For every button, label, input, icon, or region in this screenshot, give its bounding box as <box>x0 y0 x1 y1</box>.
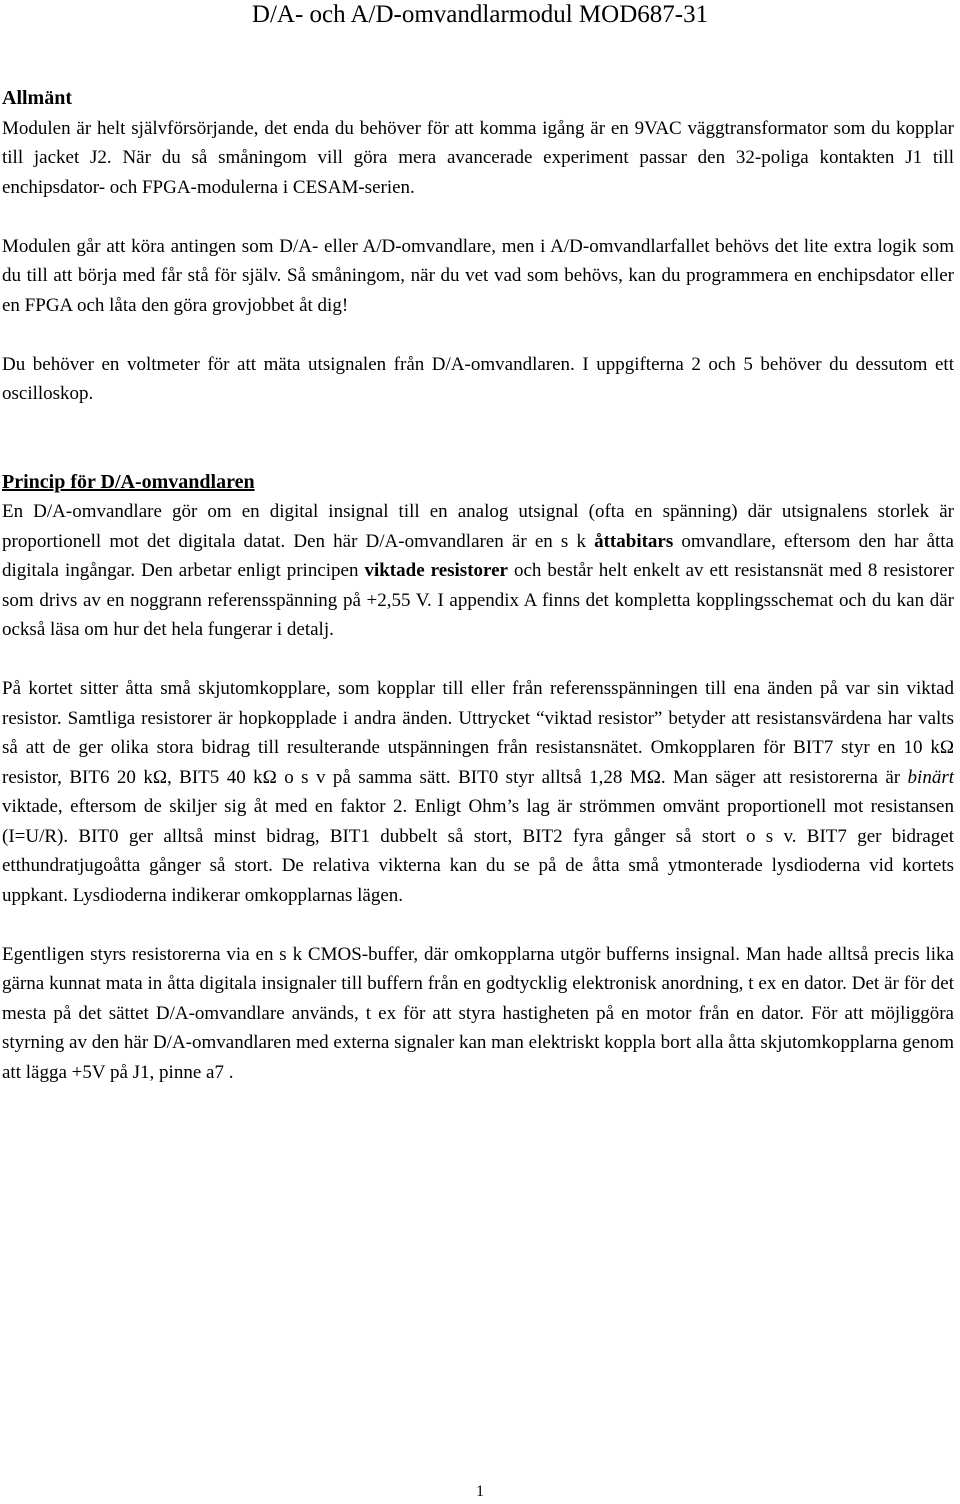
paragraph-switches <box>2 674 954 910</box>
document-body <box>2 84 954 1087</box>
spacer <box>2 409 954 468</box>
text-run: och består helt enkelt av ett resistansnät med 8 resistorer som drivs av en noggrann referensspänning på +2,55 V. I appendix A finns det kompletta kopplingsschemat och du kan där också läsa om hur det hela fungerar i detalj. <box>2 560 954 640</box>
spacer <box>2 645 954 675</box>
bold-term-viktade-resistorer: viktade resistorer <box>364 560 508 581</box>
paragraph-equipment: Du behöver en voltmeter för att mäta utsignalen från D/A-omvandlaren. I uppgifterna 2 och 5 behöver du dessutom ett oscilloskop. <box>2 353 954 404</box>
spacer <box>2 320 954 350</box>
paragraph-modes: Modulen går att köra antingen som D/A- eller A/D-omvandlare, men i A/D-omvandlarfallet behövs det lite extra logik som du till att börja med får stå för själv. Så småningom, när du vet vad som behövs, kan du programmera en enchipsdator eller en FPGA och låta den göra grovjobbet åt dig! <box>2 235 954 316</box>
text-run: På kortet sitter åtta små skjutomkopplare, som kopplar till eller från referensspänningen till ena änden på var sin viktad resistor. Samtliga resistorer är hopkopplade i andra änden. Uttrycket “viktad resistor” betyder att resistansvärdena har valts så att de ger olika stora bidrag till resulterande utspänningen från resistansnätet. Omkopplaren för BIT7 styr en 10 kΩ resistor, BIT6 20 kΩ, BIT5 40 kΩ o s v på samma sätt. BIT0 styr alltså 1,28 MΩ. Man säger att resistorerna är <box>2 678 954 788</box>
italic-term-binart: binärt <box>907 766 954 788</box>
paragraph-intro: Modulen är helt självförsörjande, det enda du behöver för att komma igång är en 9VAC väggtransformator som du kopplar till jacket J2. När du så småningom vill göra mera avancerade experiment passar den 32-poliga kontakten J1 till enchipsdator- och FPGA-modulerna i CESAM-serien. <box>2 117 954 198</box>
text-run: En D/A-omvandlare gör om en digital insignal till en analog utsignal (ofta en spänning) där utsignalens storlek är proportionell mot det digitala datat. Den här D/A-omvandlaren är en s k <box>2 501 954 552</box>
bold-term-attabitars: åttabitars <box>594 530 674 552</box>
section-heading-allmant: Allmänt <box>2 87 72 109</box>
section-heading-princip: Princip för D/A-omvandlaren <box>2 470 255 493</box>
text-run: viktade, eftersom de skiljer sig åt med en faktor 2. Enligt Ohm’s lag är strömmen omvänt proportionell mot resistansen (I=U/R). BIT0 ger alltså minst bidrag, BIT1 dubbelt så stort, BIT2 fyra gånger så stort o s v. BIT7 ger bidraget etthundratjugoåtta gånger så stort. De relativa vikterna kan du se på de åtta små ytmonterade lysdioderna vid kortets uppkant. Lysdioderna indikerar omkopplarnas lägen. <box>2 796 954 906</box>
text-run: omvandlare, eftersom den har åtta digitala ingångar. Den arbetar enligt principen <box>2 530 954 581</box>
paragraph-cmos-buffer: Egentligen styrs resistorerna via en s k CMOS-buffer, där omkopplarna utgör bufferns insignal. Man hade alltså precis lika gärna kunnat mata in åtta digitala insignaler till buffern från en godtycklig elektronisk anordning, t ex en dator. Det är för det mesta på det sättet D/A-omvandlare används, t ex för att styra hastigheten på en motor från en dator. För att möjliggöra styrning av den här D/A-omvandlaren med externa signaler kan man elektriskt koppla bort alla åtta skjutomkopplarna genom att lägga +5V på J1, pinne a7 . <box>2 943 954 1083</box>
document-title: D/A- och A/D-omvandlarmodul MOD687-31 <box>251 1 709 28</box>
page-number: 1 <box>476 1483 484 1500</box>
spacer <box>2 910 954 940</box>
paragraph-principle <box>2 497 954 645</box>
spacer <box>2 202 954 232</box>
